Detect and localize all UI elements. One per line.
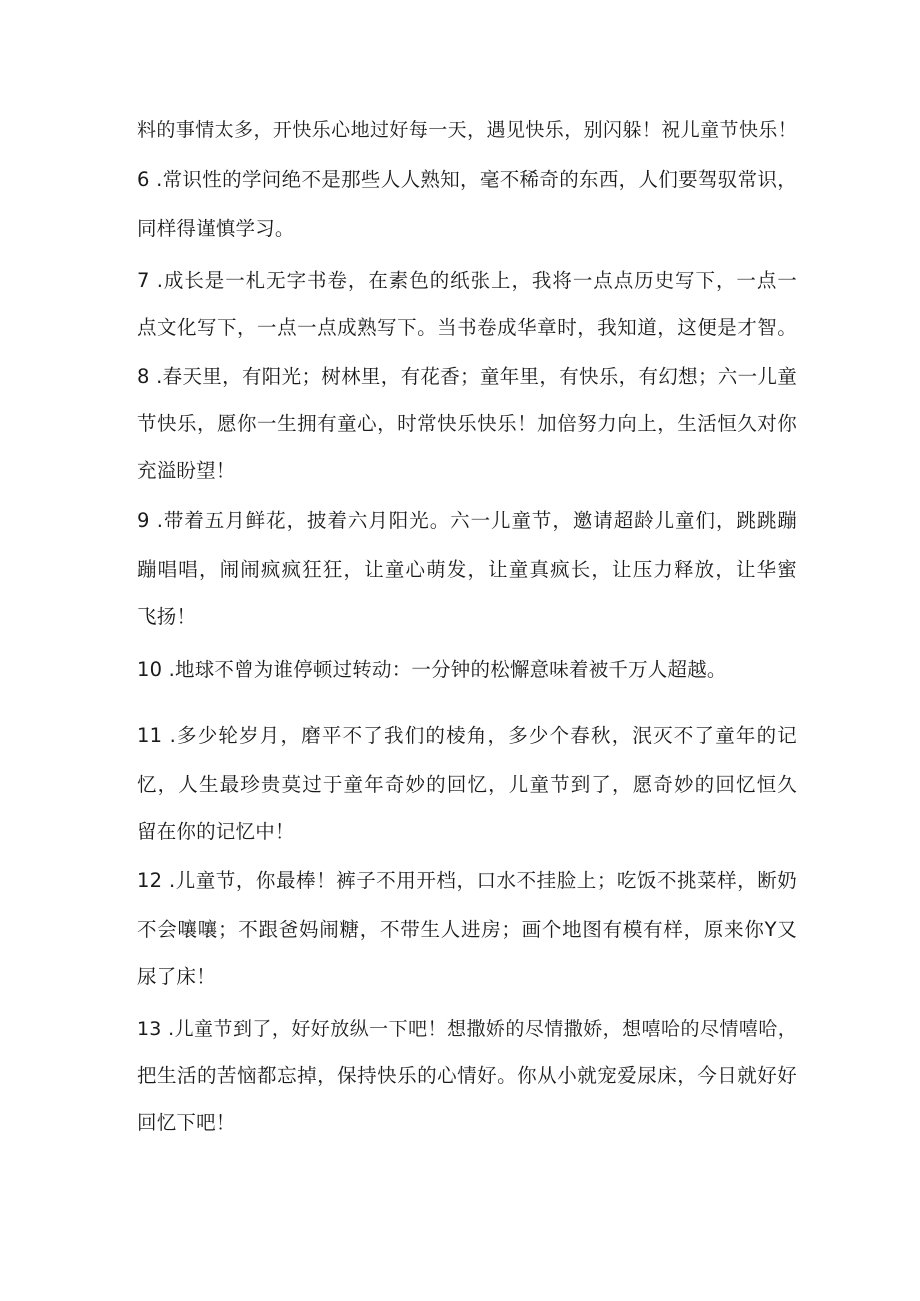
text-line: 节快乐，愿你一生拥有童心，时常快乐快乐！加倍努力向上，生活恒久对你 xyxy=(137,412,797,435)
text-line: 尿了床！ xyxy=(137,965,216,988)
text-line: 不会嚷嚷；不跟爸妈闹糖，不带生人进房；画个地图有模有样，原来你Y又 xyxy=(137,918,797,941)
text-line: 6 .常识性的学问绝不是那些人人熟知，毫不稀奇的东西，人们要驾驭常识， xyxy=(137,168,797,191)
text-line: 留在你的记忆中！ xyxy=(137,820,295,843)
text-line: 蹦唱唱，闹闹疯疯狂狂，让童心萌发，让童真疯长，让压力释放，让华蜜 xyxy=(137,558,797,581)
text-line: 把生活的苦恼都忘掉，保持快乐的心情好。你从小就宠爱尿床，今日就好好 xyxy=(137,1064,797,1087)
text-line: 9 .带着五月鲜花，披着六月阳光。六一儿童节，邀请超龄儿童们，跳跳蹦 xyxy=(137,509,797,532)
text-line: 料的事情太多，开快乐心地过好每一天，遇见快乐，别闪躲！祝儿童节快乐！ xyxy=(137,119,797,141)
text-line: 12 .儿童节，你最棒！裤子不用开档，口水不挂脸上；吃饭不挑菜样，断奶 xyxy=(137,869,797,892)
text-line: 8 .春天里，有阳光；树林里，有花香；童年里，有快乐，有幻想；六一儿童 xyxy=(137,365,797,388)
text-line: 13 .儿童节到了，好好放纵一下吧！想撒娇的尽情撒娇，想嘻哈的尽情嘻哈， xyxy=(137,1018,797,1040)
text-line: 10 .地球不曾为谁停顿过转动：一分钟的松懈意味着被千万人超越。 xyxy=(137,658,727,681)
text-line: 点文化写下，一点一点成熟写下。当书卷成华章时，我知道，这便是才智。 xyxy=(137,316,797,339)
text-line: 同样得谨慎学习。 xyxy=(137,217,295,240)
text-line: 11 .多少轮岁月，磨平不了我们的棱角，多少个春秋，泯灭不了童年的记 xyxy=(137,724,797,747)
text-line: 忆，人生最珍贵莫过于童年奇妙的回忆，儿童节到了，愿奇妙的回忆恒久 xyxy=(137,773,797,796)
text-line: 充溢盼望！ xyxy=(137,459,236,482)
text-line: 7 .成长是一札无字书卷，在素色的纸张上，我将一点点历史写下，一点一 xyxy=(137,269,797,292)
text-line: 飞扬！ xyxy=(137,605,197,628)
text-line: 回忆下吧！ xyxy=(137,1111,236,1134)
